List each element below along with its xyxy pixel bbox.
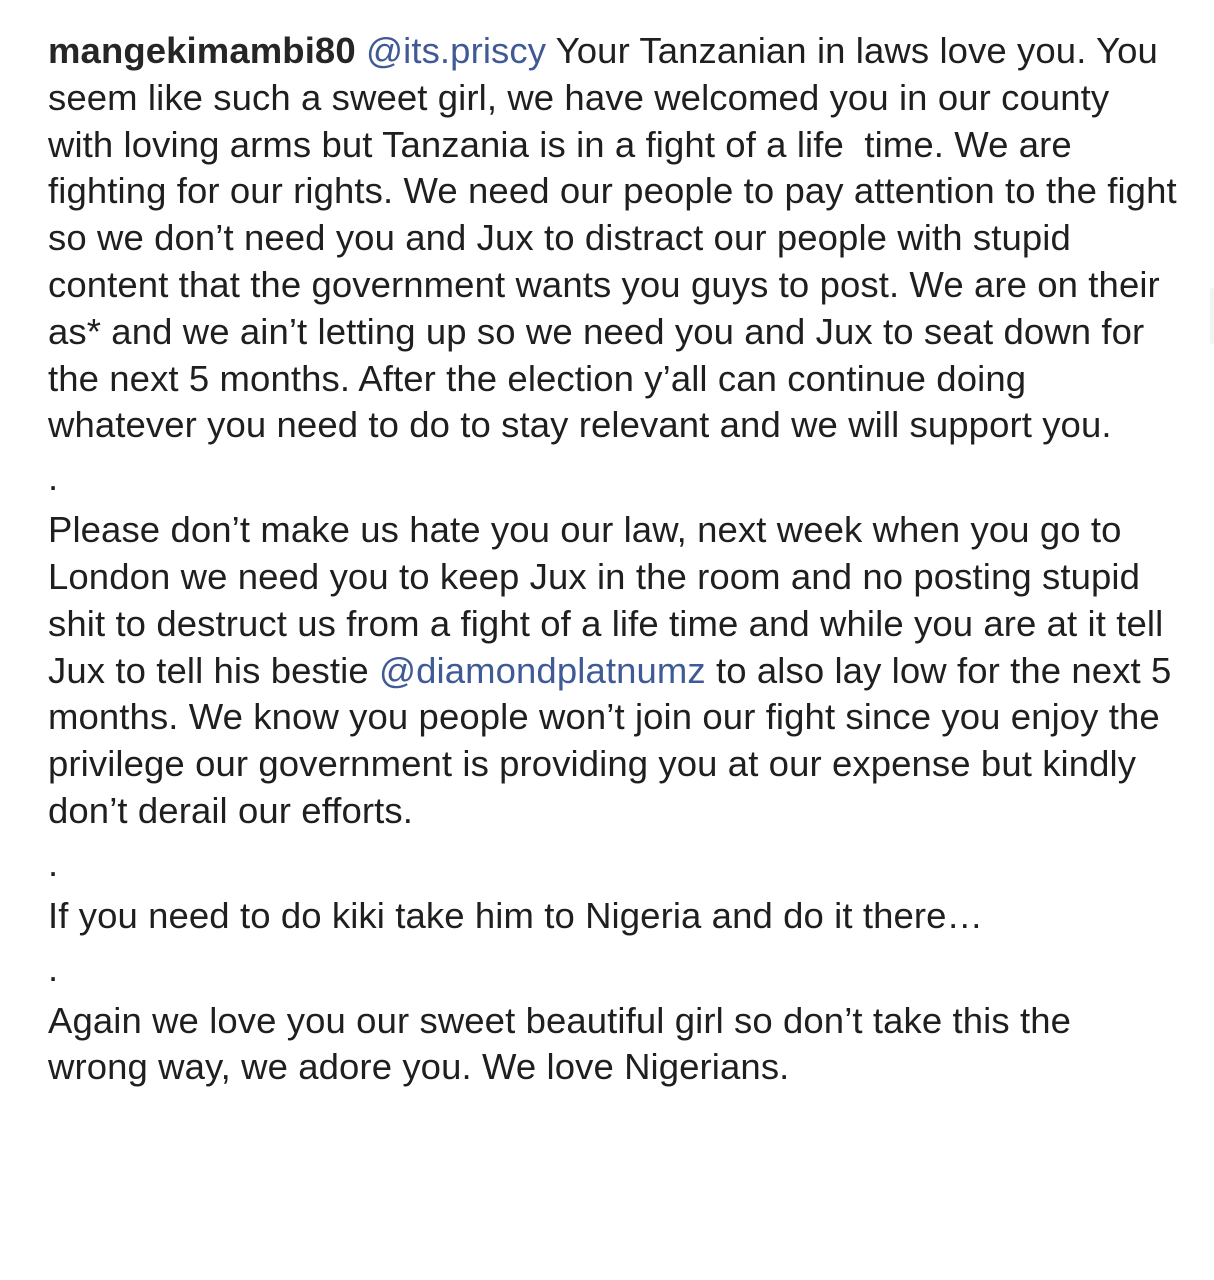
comment-paragraph-3: If you need to do kiki take him to Nigeria and do it there…	[48, 894, 984, 936]
mention-diamondplatnumz[interactable]: @diamondplatnumz	[378, 649, 706, 691]
scrollbar-thumb[interactable]	[1210, 288, 1214, 344]
comment-text-2b: to also lay low for the next 5 months. We know you people won’t join our fight since you enjoy the privilege our government is providing you at our expense but kindly don’t derail our efforts.	[48, 649, 1182, 831]
comment-text-1: Your Tanzanian in laws love you. You seem like such a sweet girl, we have welcomed you in our county with loving arms but Tanzania is in a fight of a life time. We are fighting for our rights. We need our people to pay attention to the fight so we don’t need you and Jux to distract our people with stupid content that the government wants you guys to post. We are on their as* and we ain’t letting up so we need you and Jux to seat down for the next 5 months. After the election y’all can continue doing whatever you need to do to stay relevant and we will support you.	[48, 30, 1187, 446]
comment-text-2a: Please don’t make us hate you our law, next week when you go to London we need you to keep Jux in the room and no posting stupid shit to destruct us from a fight of a life time and while you are at it tell Jux to tell his bestie	[48, 509, 1174, 691]
separator-dot-1: .	[48, 457, 59, 499]
comment-paragraph-2	[48, 507, 1182, 835]
comment-body	[48, 28, 1187, 1091]
separator-dot-3: .	[48, 947, 59, 989]
mention-its-priscy[interactable]: @its.priscy	[365, 30, 547, 71]
comment-paragraph-4: Again we love you our sweet beautiful girl so don’t take this the wrong way, we adore you. We love Nigerians.	[48, 999, 1082, 1088]
comment-username[interactable]: mangekimambi80	[48, 30, 356, 71]
comment-paragraph-1	[48, 28, 1187, 449]
separator-dot-2: .	[48, 842, 59, 884]
